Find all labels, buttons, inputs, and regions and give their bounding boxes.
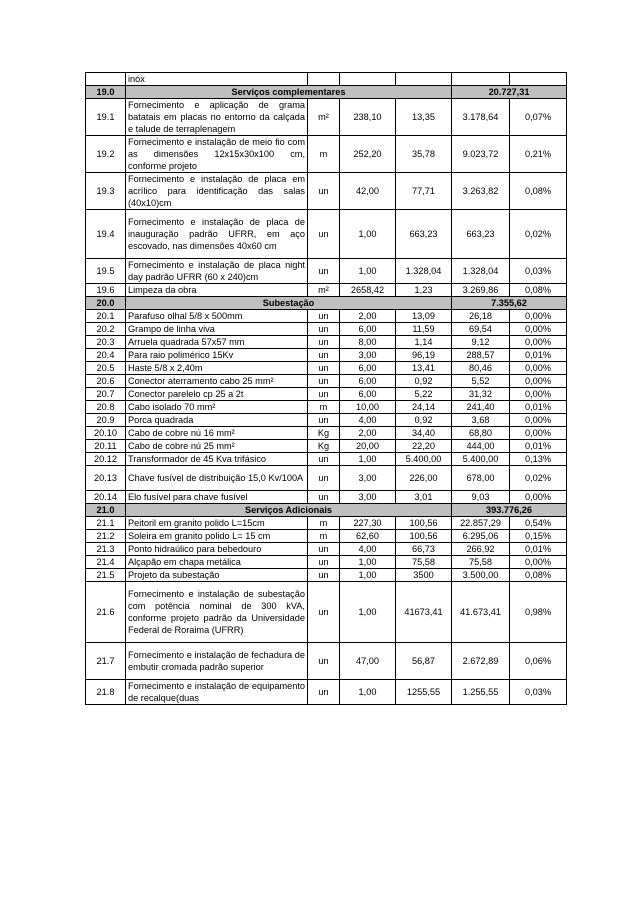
item-unit-price: 22,20 — [396, 440, 452, 453]
item-total: 3.178,64 — [452, 99, 510, 136]
table-row — [86, 349, 567, 362]
item-quantity: 1,00 — [340, 569, 396, 582]
section-title: Serviços complementares — [126, 86, 452, 99]
item-percentage: 0,00% — [510, 556, 567, 569]
item-unit-price: 1,14 — [396, 336, 452, 349]
table-row — [86, 136, 567, 173]
item-description: Fornecimento e aplicação de grama batatais em placas no entorno da calçada e talude de terraplenagem — [126, 99, 308, 136]
item-description: Grampo de linha viva — [126, 323, 308, 336]
item-unit-price: 0,92 — [396, 375, 452, 388]
section-header-row — [86, 86, 567, 99]
item-number: 21.6 — [86, 582, 126, 643]
item-description: Cabo de cobre nú 16 mm² — [126, 427, 308, 440]
item-total: 266,92 — [452, 543, 510, 556]
item-total: 5.400,00 — [452, 453, 510, 466]
item-total: 80,46 — [452, 362, 510, 375]
item-description: Parafuso olhal 5/8 x 500mm — [126, 310, 308, 323]
item-quantity: 47,00 — [340, 643, 396, 680]
item-quantity: 1,00 — [340, 680, 396, 705]
item-unit: un — [308, 259, 340, 284]
item-description: Porca quadrada — [126, 414, 308, 427]
item-description: Cabo isolado 70 mm² — [126, 401, 308, 414]
item-unit: un — [308, 569, 340, 582]
item-quantity: 6,00 — [340, 388, 396, 401]
item-unit: m — [308, 517, 340, 530]
section-item-number: 19.0 — [86, 86, 126, 99]
item-quantity: 3,00 — [340, 466, 396, 491]
item-description: Ponto hidraúlico para bebedouro — [126, 543, 308, 556]
section-total: 393.776,26 — [452, 504, 567, 517]
item-description: Fornecimento e instalação de equipamento de recalque(duas — [126, 680, 308, 705]
table-row — [86, 453, 567, 466]
table-row — [86, 284, 567, 297]
item-number: 20.13 — [86, 466, 126, 491]
item-description: Arruela quadrada 57x57 mm — [126, 336, 308, 349]
item-quantity: 1,00 — [340, 210, 396, 259]
item-unit-price: 34,40 — [396, 427, 452, 440]
item-percentage: 0,02% — [510, 466, 567, 491]
item-quantity: 227,30 — [340, 517, 396, 530]
table-row — [86, 173, 567, 210]
section-total: 20.727,31 — [452, 86, 567, 99]
item-total: 241,40 — [452, 401, 510, 414]
item-total: 9,12 — [452, 336, 510, 349]
item-percentage: 0,01% — [510, 349, 567, 362]
item-number: 19.4 — [86, 210, 126, 259]
table-row — [86, 401, 567, 414]
item-total: 678,00 — [452, 466, 510, 491]
section-header-row — [86, 297, 567, 310]
item-description: Chave fusível de distribuição 15,0 Kv/100A — [126, 466, 308, 491]
item-total: 444,00 — [452, 440, 510, 453]
item-number: 21.5 — [86, 569, 126, 582]
item-number: 20.6 — [86, 375, 126, 388]
item-number: 20.3 — [86, 336, 126, 349]
item-unit-price: 5.400,00 — [396, 453, 452, 466]
continuation-unit-cell — [396, 73, 452, 86]
item-quantity: 6,00 — [340, 362, 396, 375]
item-unit: un — [308, 582, 340, 643]
item-total: 663,23 — [452, 210, 510, 259]
item-number: 20.8 — [86, 401, 126, 414]
table-row — [86, 375, 567, 388]
item-number: 20.10 — [86, 427, 126, 440]
table-row — [86, 99, 567, 136]
continuation-qtd-cell — [340, 73, 396, 86]
item-number: 19.5 — [86, 259, 126, 284]
item-unit-price: 11,59 — [396, 323, 452, 336]
item-unit-price: 41673,41 — [396, 582, 452, 643]
item-unit: un — [308, 349, 340, 362]
item-unit: m — [308, 136, 340, 173]
item-percentage: 0,08% — [510, 569, 567, 582]
table-row — [86, 569, 567, 582]
item-unit: un — [308, 680, 340, 705]
table-row — [86, 336, 567, 349]
item-unit-price: 5,22 — [396, 388, 452, 401]
item-unit: un — [308, 310, 340, 323]
budget-table-body — [86, 73, 567, 705]
continuation-row — [86, 73, 567, 86]
item-unit-price: 100,56 — [396, 530, 452, 543]
item-unit-price: 1255,55 — [396, 680, 452, 705]
table-row — [86, 530, 567, 543]
item-description: Fornecimento e instalação de placa night day padrão UFRR (60 x 240)cm — [126, 259, 308, 284]
item-number: 21.3 — [86, 543, 126, 556]
continuation-text: inóx — [126, 73, 308, 86]
item-number: 21.2 — [86, 530, 126, 543]
item-description: Haste 5/8 x 2,40m — [126, 362, 308, 375]
table-row — [86, 543, 567, 556]
item-description: Cabo de cobre nú 25 mm² — [126, 440, 308, 453]
table-row — [86, 440, 567, 453]
item-total: 41.673,41 — [452, 582, 510, 643]
item-percentage: 0,00% — [510, 388, 567, 401]
item-unit-price: 3500 — [396, 569, 452, 582]
item-number: 19.2 — [86, 136, 126, 173]
item-unit: un — [308, 414, 340, 427]
item-number: 20.2 — [86, 323, 126, 336]
item-unit-price: 13,09 — [396, 310, 452, 323]
item-unit: m — [308, 530, 340, 543]
item-unit: un — [308, 556, 340, 569]
item-percentage: 0,01% — [510, 440, 567, 453]
item-percentage: 0,08% — [510, 173, 567, 210]
item-unit-price: 66,73 — [396, 543, 452, 556]
continuation-total-cell — [452, 73, 510, 86]
item-quantity: 6,00 — [340, 323, 396, 336]
item-description: Conector aterramento cabo 25 mm² — [126, 375, 308, 388]
item-percentage: 0,01% — [510, 401, 567, 414]
item-percentage: 0,00% — [510, 362, 567, 375]
item-unit: un — [308, 388, 340, 401]
item-percentage: 0,00% — [510, 336, 567, 349]
item-unit: un — [308, 453, 340, 466]
item-total: 288,57 — [452, 349, 510, 362]
item-unit-price: 1.328,04 — [396, 259, 452, 284]
item-total: 3.269,86 — [452, 284, 510, 297]
item-percentage: 0,15% — [510, 530, 567, 543]
table-row — [86, 643, 567, 680]
item-percentage: 0,00% — [510, 375, 567, 388]
section-header-row — [86, 504, 567, 517]
item-unit: un — [308, 543, 340, 556]
item-number: 21.7 — [86, 643, 126, 680]
table-row — [86, 388, 567, 401]
item-number: 20.14 — [86, 491, 126, 504]
item-number: 20.7 — [86, 388, 126, 401]
item-description: Alçapão em chapa metálica — [126, 556, 308, 569]
continuation-pct-cell — [510, 73, 567, 86]
item-number: 20.11 — [86, 440, 126, 453]
item-total: 9,03 — [452, 491, 510, 504]
item-unit: un — [308, 362, 340, 375]
table-row — [86, 556, 567, 569]
item-quantity: 62,60 — [340, 530, 396, 543]
item-quantity: 10,00 — [340, 401, 396, 414]
item-total: 2.672,89 — [452, 643, 510, 680]
item-quantity: 2,00 — [340, 310, 396, 323]
item-description: Projeto da subestação — [126, 569, 308, 582]
item-number: 20.1 — [86, 310, 126, 323]
item-quantity: 4,00 — [340, 414, 396, 427]
item-total: 6.295,06 — [452, 530, 510, 543]
item-percentage: 0,02% — [510, 210, 567, 259]
item-unit-price: 100,56 — [396, 517, 452, 530]
item-description: Fornecimento e instalação de meio fio com as dimensões 12x15x30x100 cm, conforme projeto — [126, 136, 308, 173]
item-number: 20.9 — [86, 414, 126, 427]
table-row — [86, 259, 567, 284]
item-description: Elo fusível para chave fusível — [126, 491, 308, 504]
item-number: 21.1 — [86, 517, 126, 530]
item-percentage: 0,00% — [510, 323, 567, 336]
item-unit-price: 96,19 — [396, 349, 452, 362]
item-quantity: 2,00 — [340, 427, 396, 440]
item-unit: Kg — [308, 427, 340, 440]
item-unit-price: 13,35 — [396, 99, 452, 136]
section-item-number: 20.0 — [86, 297, 126, 310]
item-description: Soleira em granito polido L= 15 cm — [126, 530, 308, 543]
item-unit-price: 3,01 — [396, 491, 452, 504]
item-quantity: 1,00 — [340, 259, 396, 284]
item-percentage: 0,00% — [510, 414, 567, 427]
item-description: Fornecimento e instalação de fechadura de embutir cromada padrão superior — [126, 643, 308, 680]
item-unit-price: 56,87 — [396, 643, 452, 680]
table-row — [86, 414, 567, 427]
table-row — [86, 517, 567, 530]
item-unit: Kg — [308, 440, 340, 453]
item-percentage: 0,03% — [510, 259, 567, 284]
item-unit: un — [308, 491, 340, 504]
item-number: 20.5 — [86, 362, 126, 375]
item-total: 1.255,55 — [452, 680, 510, 705]
item-number: 20.12 — [86, 453, 126, 466]
item-unit: m — [308, 401, 340, 414]
item-quantity: 3,00 — [340, 491, 396, 504]
item-unit-price: 1,23 — [396, 284, 452, 297]
item-description: Fornecimento e instalação de subestação com potência nominal de 300 kVA, conforme projeto padrão da Universidade Federal de Roraima (UFRR) — [126, 582, 308, 643]
table-row — [86, 491, 567, 504]
item-unit-price: 663,23 — [396, 210, 452, 259]
item-unit-price: 35,78 — [396, 136, 452, 173]
item-quantity: 1,00 — [340, 556, 396, 569]
item-percentage: 0,03% — [510, 680, 567, 705]
continuation-item-cell — [86, 73, 126, 86]
section-item-number: 21.0 — [86, 504, 126, 517]
item-quantity: 6,00 — [340, 375, 396, 388]
item-total: 69,54 — [452, 323, 510, 336]
item-total: 26,18 — [452, 310, 510, 323]
item-percentage: 0,00% — [510, 310, 567, 323]
item-description: Transformador de 45 Kva trifásico — [126, 453, 308, 466]
item-total: 5,52 — [452, 375, 510, 388]
item-description: Conector parelelo cp 25 a 2t — [126, 388, 308, 401]
item-unit: un — [308, 466, 340, 491]
item-percentage: 0,98% — [510, 582, 567, 643]
item-unit-price: 75,58 — [396, 556, 452, 569]
item-unit: m² — [308, 99, 340, 136]
item-percentage: 0,08% — [510, 284, 567, 297]
table-row — [86, 582, 567, 643]
item-unit: m² — [308, 284, 340, 297]
item-number: 20.4 — [86, 349, 126, 362]
table-row — [86, 680, 567, 705]
item-description: Limpeza da obra — [126, 284, 308, 297]
item-quantity: 1,00 — [340, 582, 396, 643]
item-percentage: 0,13% — [510, 453, 567, 466]
item-unit: un — [308, 173, 340, 210]
item-total: 3,68 — [452, 414, 510, 427]
section-title: Subestação — [126, 297, 452, 310]
item-number: 21.4 — [86, 556, 126, 569]
item-total: 68,80 — [452, 427, 510, 440]
item-percentage: 0,00% — [510, 491, 567, 504]
item-total: 1.328,04 — [452, 259, 510, 284]
item-percentage: 0,00% — [510, 427, 567, 440]
item-total: 75,58 — [452, 556, 510, 569]
item-description: Fornecimento e instalação de placa em acrílico para identificação das salas (40x10)cm — [126, 173, 308, 210]
item-percentage: 0,54% — [510, 517, 567, 530]
continuation-un-cell — [308, 73, 340, 86]
table-row — [86, 427, 567, 440]
item-quantity: 2658,42 — [340, 284, 396, 297]
item-percentage: 0,01% — [510, 543, 567, 556]
item-unit-price: 226,00 — [396, 466, 452, 491]
item-unit: un — [308, 323, 340, 336]
item-description: Peitoril em granito polido L=15cm — [126, 517, 308, 530]
item-percentage: 0,06% — [510, 643, 567, 680]
item-unit: un — [308, 375, 340, 388]
item-quantity: 4,00 — [340, 543, 396, 556]
item-description: Fornecimento e instalação de placa de inauguração padrão UFRR, em aço escovado, nas dimensões 40x60 cm — [126, 210, 308, 259]
item-total: 22.857,29 — [452, 517, 510, 530]
item-number: 19.3 — [86, 173, 126, 210]
item-quantity: 3,00 — [340, 349, 396, 362]
item-percentage: 0,21% — [510, 136, 567, 173]
item-unit-price: 0,92 — [396, 414, 452, 427]
item-total: 3.263,82 — [452, 173, 510, 210]
table-row — [86, 323, 567, 336]
item-description: Para raio polimérico 15Kv — [126, 349, 308, 362]
item-quantity: 8,00 — [340, 336, 396, 349]
item-total: 31,32 — [452, 388, 510, 401]
item-quantity: 1,00 — [340, 453, 396, 466]
item-total: 9.023,72 — [452, 136, 510, 173]
item-number: 19.6 — [86, 284, 126, 297]
item-unit-price: 77,71 — [396, 173, 452, 210]
item-percentage: 0,07% — [510, 99, 567, 136]
item-number: 19.1 — [86, 99, 126, 136]
item-unit-price: 13,41 — [396, 362, 452, 375]
item-number: 21.8 — [86, 680, 126, 705]
item-quantity: 42,00 — [340, 173, 396, 210]
table-row — [86, 466, 567, 491]
item-unit: un — [308, 643, 340, 680]
section-title: Serviços Adicionais — [126, 504, 452, 517]
table-row — [86, 210, 567, 259]
budget-table — [85, 72, 567, 705]
section-total: 7.355,62 — [452, 297, 567, 310]
item-quantity: 238,10 — [340, 99, 396, 136]
item-unit: un — [308, 336, 340, 349]
item-quantity: 252,20 — [340, 136, 396, 173]
table-row — [86, 362, 567, 375]
item-unit: un — [308, 210, 340, 259]
item-total: 3.500,00 — [452, 569, 510, 582]
item-unit-price: 24,14 — [396, 401, 452, 414]
item-quantity: 20,00 — [340, 440, 396, 453]
table-row — [86, 310, 567, 323]
